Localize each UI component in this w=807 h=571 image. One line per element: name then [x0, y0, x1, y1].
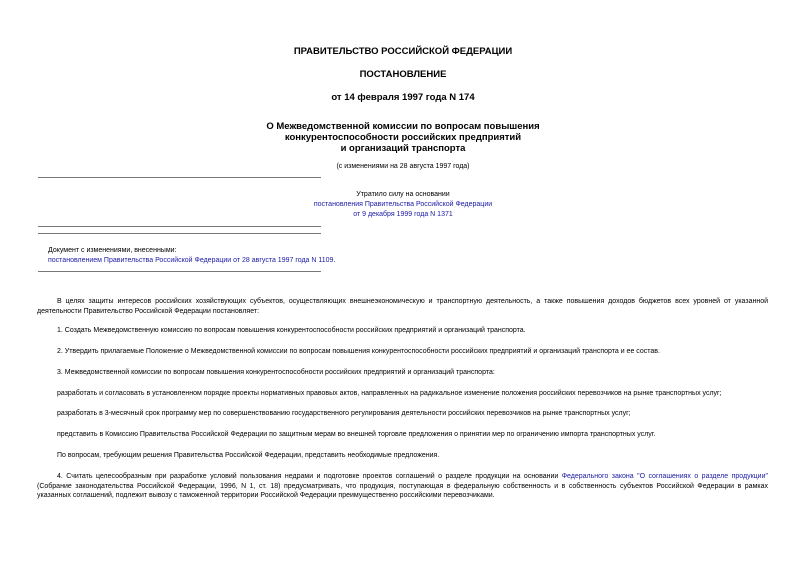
paragraph-4 [37, 472, 768, 501]
paragraph-3a: разработать и согласовать в установленном порядке проекты нормативных правовых актов, направленных на радикальное изменение положения российских перевозчиков на рынке транспортных услуг; [57, 390, 722, 397]
amendment-note: (с изменениями на 28 августа 1997 года) [336, 163, 470, 170]
changes-link-suffix: . [333, 257, 336, 264]
paragraph-4-start: 4. Считать целесообразным при разработке условий пользования недрами и подготовке проектов соглашений о разделе продукции на основании [57, 473, 562, 480]
document-subject [180, 121, 626, 154]
paragraph-3b: разработать в 3-месячный срок программу мер по совершенствованию государственного регулирования деятельности российских перевозчиков на рынке транспортных услуг; [57, 410, 631, 417]
paragraph-3d: По вопросам, требующим решения Правительства Российской Федерации, представить необходимые предложения. [57, 452, 440, 459]
changes-label: Документ с изменениями, внесенными: [48, 247, 177, 254]
subject-line-3: и организаций транспорта [340, 143, 466, 154]
repeal-link-line-1[interactable]: постановления Правительства Российской Федерации [313, 201, 493, 208]
lost-force-note: Утратило силу на основании [356, 191, 450, 198]
paragraph-4-end: (Собрание законодательства Российской Федерации, 1996, N 1, ст. 18) предусматривать, что продукция, поступающая в федеральную собственность и в собственность субъектов Российской Федерации в рамках указанных соглашений, подлежит вывозу с таможенной территории Российской Федерации преимущественно российскими перевозчиками. [37, 482, 768, 499]
subject-line-2: конкурентоспособности российских предприятий [284, 132, 522, 143]
paragraph-1: 1. Создать Межведомственную комиссию по вопросам повышения конкурентоспособности российских предприятий и организаций транспорта. [57, 327, 526, 334]
paragraph-2: 2. Утвердить прилагаемые Положение о Межведомственной комиссии по вопросам повышения конкурентоспособности российских предприятий и организаций транспорта и ее состав. [57, 348, 660, 355]
government-heading: ПРАВИТЕЛЬСТВО РОССИЙСКОЙ ФЕДЕРАЦИИ [293, 46, 513, 57]
divider-line [38, 177, 321, 178]
federal-law-link[interactable]: Федерального закона "О соглашениях о разделе продукции" [561, 473, 768, 480]
preamble-paragraph: В целях защиты интересов российских хозяйствующих субъектов, осуществляющих внешнеэкономическую и транспортную деятельность, а также повышения доходов бюджетов всех уровней от указанной деятельности Правительство Российской Федерации постановляет: [37, 298, 768, 315]
divider-line [38, 226, 321, 227]
document-type-heading: ПОСТАНОВЛЕНИЕ [359, 69, 447, 80]
changes-reference [48, 256, 448, 265]
repeal-link-line-2[interactable]: от 9 декабря 1999 года N 1371 [353, 211, 453, 218]
changes-link[interactable]: постановлением Правительства Российской Федерации от 28 августа 1997 года N 1109 [48, 257, 334, 264]
paragraph-3c: представить в Комиссию Правительства Российской Федерации по защитным мерам во внешней торговле предложения о принятии мер по ограничению импорта транспортных услуг. [57, 431, 656, 438]
paragraph-3: 3. Межведомственной комиссии по вопросам повышения конкурентоспособности российских предприятий и организаций транспорта: [57, 369, 495, 376]
subject-line-1: О Межведомственной комиссии по вопросам повышения [266, 121, 540, 132]
divider-line [38, 271, 321, 272]
date-number-heading: от 14 февраля 1997 года N 174 [331, 92, 475, 103]
divider-line [38, 233, 321, 234]
